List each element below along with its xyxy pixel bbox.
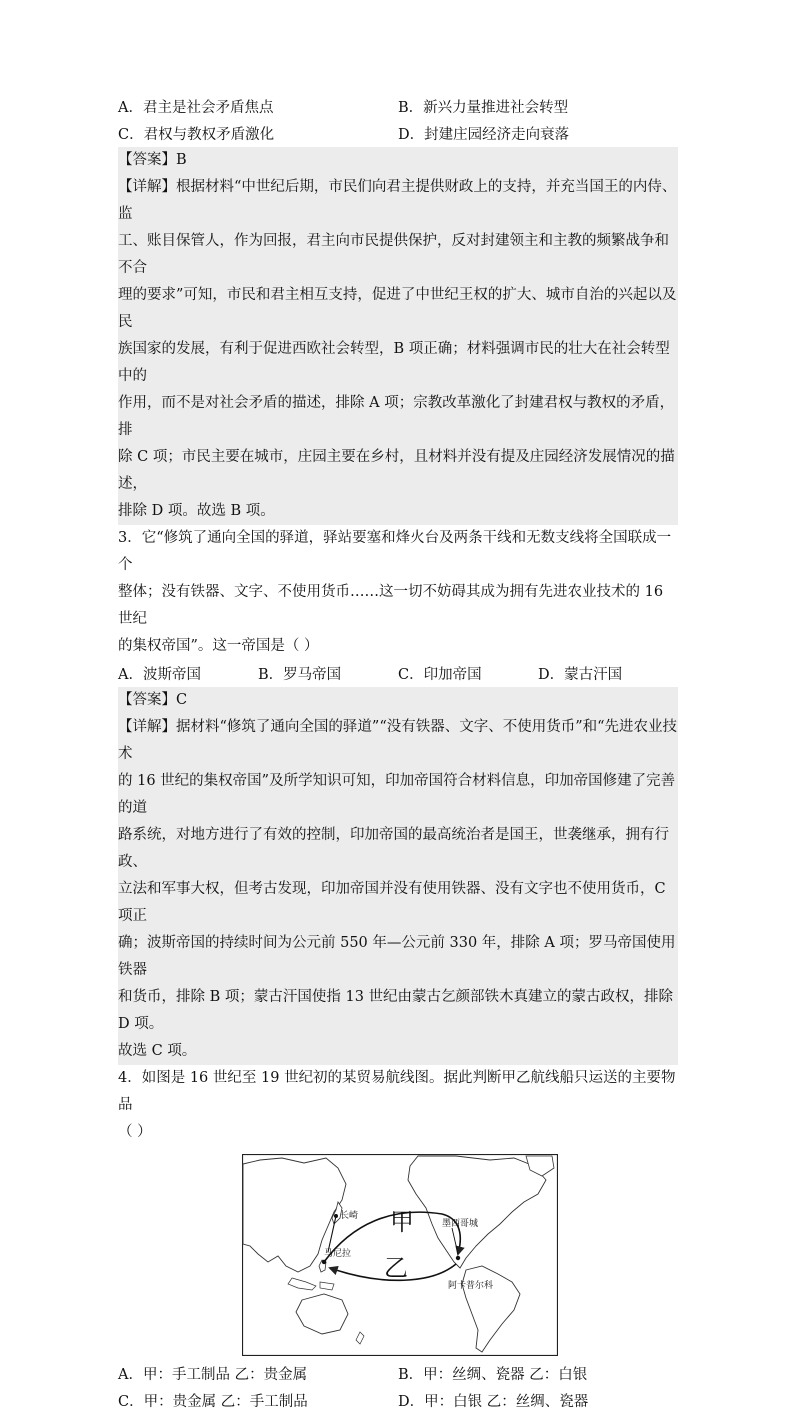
acapulco-point xyxy=(456,1256,460,1260)
q2-option-c[interactable]: C．君权与教权矛盾激化 xyxy=(118,127,275,143)
q3-detail-line: 和货币，排除 B 项；蒙古汗国使指 13 世纪由蒙古乞颜部铁木真建立的蒙古政权，排除 D 项。 xyxy=(118,989,674,1032)
q3-answer-label: 【答案】C xyxy=(118,692,188,708)
trade-route-map xyxy=(242,1154,558,1356)
q3-detail-line: 立法和军事大权，但考古发现，印加帝国并没有使用铁器、没有文字也不使用货币，C 项正 xyxy=(118,881,666,924)
q3-option-b[interactable]: B．罗马帝国 xyxy=(258,667,342,683)
map-label-jia: 甲 xyxy=(390,1208,414,1236)
map-label-manila: 马尼拉 xyxy=(324,1249,352,1259)
q2-detail-line: 理的要求”可知，市民和君主相互支持，促进了中世纪王权的扩大、城市自治的兴起以及民 xyxy=(118,287,677,330)
q3-stem-line: 的集权帝国”。这一帝国是（ ） xyxy=(118,638,319,654)
q4-stem xyxy=(118,1065,678,1146)
q3-detail-line: 【详解】据材料“修筑了通向全国的驿道”“没有铁器、文字、不使用货币”和“先进农业技术 xyxy=(118,719,678,762)
q3-detail-line: 故选 C 项。 xyxy=(118,1043,197,1059)
q4-options-row-2 xyxy=(118,1387,678,1414)
map-label-mexico-city: 墨西哥城 xyxy=(442,1219,479,1229)
exam-page xyxy=(118,93,678,1414)
q3-detail-line: 路系统，对地方进行了有效的控制，印加帝国的最高统治者是国王，世袭继承，拥有行政、 xyxy=(118,827,669,870)
q2-detail-line: 【详解】根据材料“中世纪后期，市民们向君主提供财政上的支持，并充当国王的内侍、监 xyxy=(118,179,677,222)
q2-options-row-1 xyxy=(118,93,678,120)
q3-answer-block xyxy=(118,687,678,1065)
map-label-nagasaki: 长崎 xyxy=(340,1211,359,1221)
map-label-yi: 乙 xyxy=(384,1254,408,1282)
q3-option-d[interactable]: D．蒙古汗国 xyxy=(538,667,623,683)
q4-option-d[interactable]: D．甲：白银 乙：丝绸、瓷器 xyxy=(398,1394,589,1410)
q4-option-b[interactable]: B．甲：丝绸、瓷器 乙：白银 xyxy=(398,1367,588,1383)
q4-options-row-1 xyxy=(118,1360,678,1387)
q2-option-a[interactable]: A．君主是社会矛盾焦点 xyxy=(118,100,274,116)
q2-option-d[interactable]: D．封建庄园经济走向衰落 xyxy=(398,127,570,143)
q3-option-c[interactable]: C．印加帝国 xyxy=(398,667,482,683)
q2-options-row-2 xyxy=(118,120,678,147)
q3-detail-line: 的 16 世纪的集权帝国”及所学知识可知，印加帝国符合材料信息，印加帝国修建了完善的道 xyxy=(118,773,676,816)
q3-detail-line: 确；波斯帝国的持续时间为公元前 550 年—公元前 330 年，排除 A 项；罗马帝国使用铁器 xyxy=(118,935,676,978)
q3-stem xyxy=(118,525,678,660)
q4-stem-line: （ ） xyxy=(118,1124,152,1140)
q3-option-a[interactable]: A．波斯帝国 xyxy=(118,667,201,683)
nagasaki-point xyxy=(334,1214,338,1218)
q2-option-b[interactable]: B．新兴力量推进社会转型 xyxy=(398,100,569,116)
q2-detail-line: 族国家的发展，有利于促进西欧社会转型，B 项正确；材料强调市民的壮大在社会转型中的 xyxy=(118,341,670,384)
q2-detail-line: 排除 D 项。故选 B 项。 xyxy=(118,503,275,519)
manila-point xyxy=(322,1260,326,1264)
map-label-acapulco: 阿卡普尔科 xyxy=(448,1281,494,1291)
q3-options-row xyxy=(118,660,678,687)
q2-answer-label: 【答案】B xyxy=(118,152,187,168)
q2-detail-line: 工、账目保管人，作为回报，君主向市民提供保护，反对封建领主和主教的频繁战争和不合 xyxy=(118,233,669,276)
q3-stem-line: 整体；没有铁器、文字、不使用货币……这一切不妨碍其成为拥有先进农业技术的 16 世纪 xyxy=(118,584,664,627)
q4-option-c[interactable]: C．甲：贵金属 乙：手工制品 xyxy=(118,1394,308,1410)
q4-stem-line: 4．如图是 16 世纪至 19 世纪初的某贸易航线图。据此判断甲乙航线船只运送的主要物品 xyxy=(118,1070,676,1113)
q2-detail-line: 除 C 项；市民主要在城市，庄园主要在乡村，且材料并没有提及庄园经济发展情况的描述， xyxy=(118,449,675,492)
q2-detail-line: 作用，而不是对社会矛盾的描述，排除 A 项；宗教改革激化了封建君权与教权的矛盾，排 xyxy=(118,395,675,438)
q3-stem-line: 3．它“修筑了通向全国的驿道，驿站要塞和烽火台及两条干线和无数支线将全国联成一个 xyxy=(118,530,672,573)
q2-answer-block xyxy=(118,147,678,525)
q4-option-a[interactable]: A．甲：手工制品 乙：贵金属 xyxy=(118,1367,308,1383)
